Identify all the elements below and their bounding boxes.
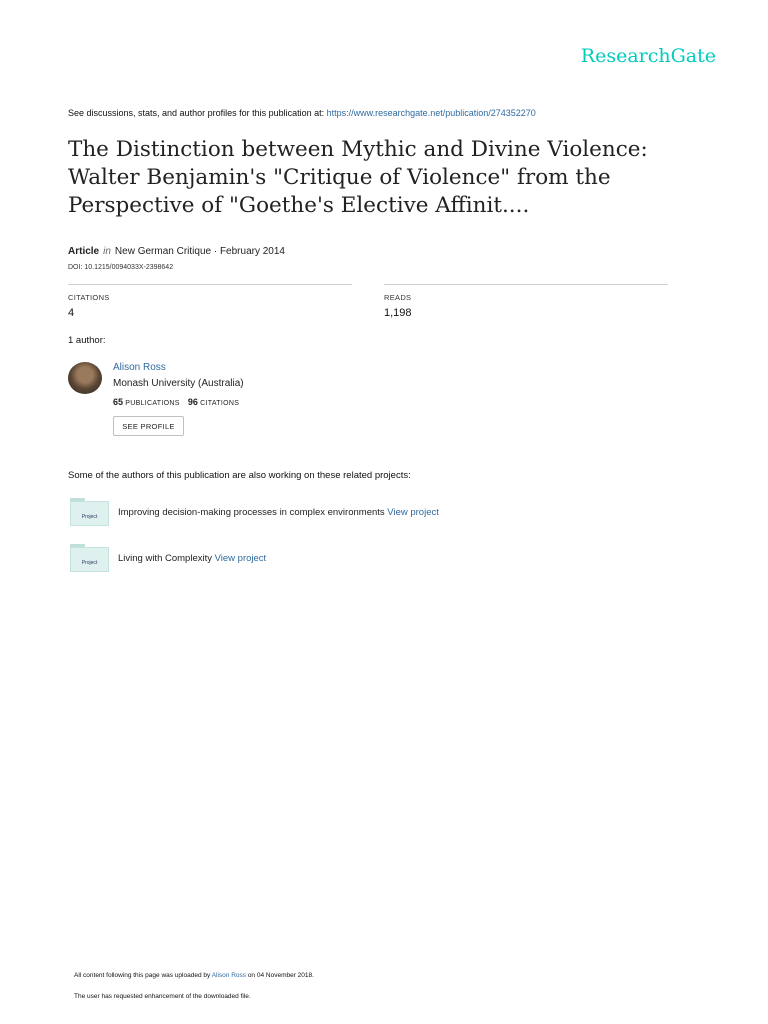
publication-url-link[interactable]: https://www.researchgate.net/publication/274352270 bbox=[326, 108, 536, 118]
project-title: Improving decision-making processes in complex environments bbox=[118, 506, 385, 518]
project-item bbox=[70, 498, 439, 526]
author-stats bbox=[113, 397, 245, 407]
author-institution: Monash University (Australia) bbox=[113, 378, 244, 389]
discussion-note bbox=[68, 108, 536, 118]
venue-date: New German Critique · February 2014 bbox=[114, 246, 285, 257]
publication-meta bbox=[68, 246, 285, 257]
upload-prefix: All content following this page was uploaded by bbox=[74, 972, 212, 979]
project-item bbox=[70, 544, 266, 572]
author-citations-label: CITATIONS bbox=[200, 400, 240, 407]
author-publications-label: PUBLICATIONS bbox=[125, 400, 180, 407]
project-icon-label: Project bbox=[70, 547, 109, 572]
citations-value: 4 bbox=[68, 307, 75, 319]
author-name-link[interactable]: Alison Ross bbox=[113, 362, 166, 373]
reads-stat bbox=[384, 284, 668, 319]
upload-note bbox=[74, 972, 314, 979]
discussion-prefix: See discussions, stats, and author profiles for this publication at: bbox=[68, 108, 327, 118]
citations-stat bbox=[68, 284, 352, 319]
view-project-link[interactable]: View project bbox=[214, 552, 267, 564]
project-text bbox=[118, 553, 266, 564]
author-avatar[interactable] bbox=[68, 362, 102, 394]
author-citations-count: 96 bbox=[187, 397, 198, 407]
reads-value: 1,198 bbox=[384, 307, 412, 319]
author-publications-count: 65 bbox=[113, 397, 124, 407]
related-projects-heading: Some of the authors of this publication are also working on these related projects: bbox=[68, 470, 411, 481]
reads-label: READS bbox=[384, 293, 412, 302]
project-title: Living with Complexity bbox=[118, 552, 212, 564]
upload-suffix: on 04 November 2018. bbox=[246, 972, 314, 979]
enhancement-note: The user has requested enhancement of the downloaded file. bbox=[74, 993, 251, 1000]
project-folder-icon bbox=[70, 498, 109, 526]
project-text bbox=[118, 507, 439, 518]
view-project-link[interactable]: View project bbox=[387, 506, 439, 518]
researchgate-logo[interactable]: ResearchGate bbox=[580, 45, 716, 67]
in-word: in bbox=[103, 246, 111, 257]
citations-label: CITATIONS bbox=[68, 293, 110, 302]
publication-title: The Distinction between Mythic and Divine Violence: Walter Benjamin's "Critique of Violence" from the Perspective of "Goethe's Elective Affinit.... bbox=[68, 137, 648, 218]
see-profile-button[interactable]: SEE PROFILE bbox=[113, 416, 184, 436]
project-folder-icon bbox=[70, 544, 109, 572]
uploader-link[interactable]: Alison Ross bbox=[211, 972, 247, 979]
publication-type: Article bbox=[68, 246, 100, 257]
doi: DOI: 10.1215/0094033X-2398642 bbox=[68, 264, 174, 271]
authors-count: 1 author: bbox=[68, 335, 106, 346]
project-icon-label: Project bbox=[70, 501, 109, 526]
